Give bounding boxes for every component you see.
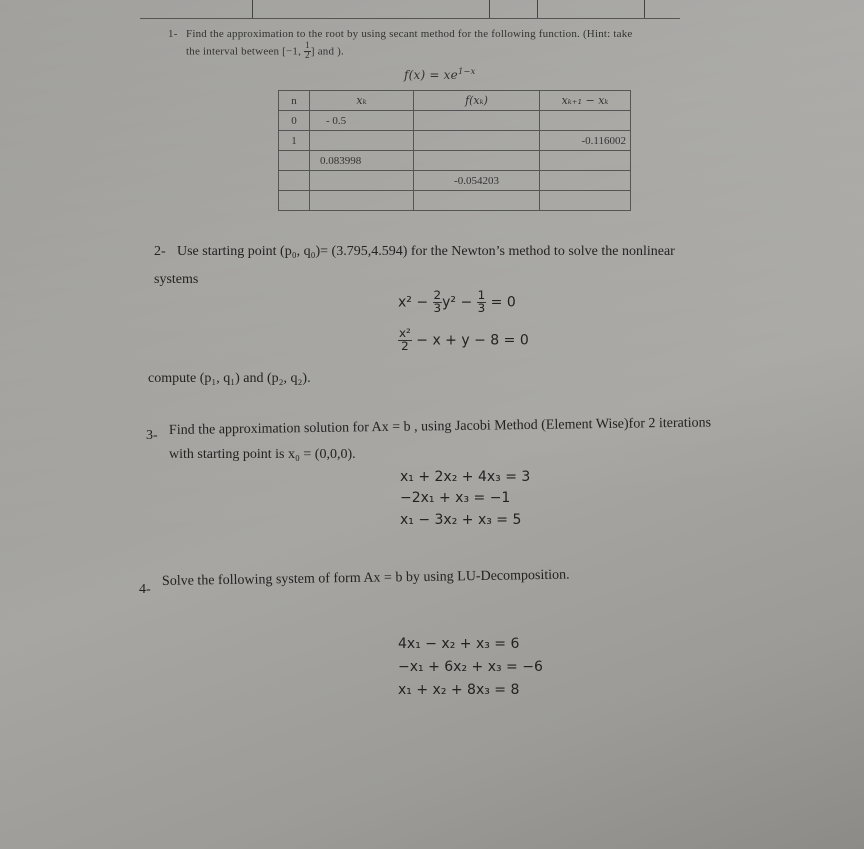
question-3-text-cont: with starting point is x₀ = (0,0,0).: [169, 447, 356, 462]
question-4-text: Solve the following system of form Ax = b by using LU-Decomposition.: [161, 567, 570, 589]
header-diff: xₖ₊₁ − xₖ: [540, 91, 631, 111]
question-2-compute: compute (p₁, q₁) and (p₂, q₂).: [148, 371, 311, 386]
table-row: [279, 131, 631, 151]
table-cell: 0: [279, 111, 310, 131]
header-fxk: f(xₖ): [414, 91, 540, 111]
table-cell: 1: [279, 131, 310, 151]
table-cell: [310, 171, 414, 191]
table-row: [279, 151, 631, 171]
question-4-number: 4-: [139, 582, 151, 597]
table-cell: [414, 151, 540, 171]
table-cell: [414, 111, 540, 131]
table-cell: [540, 191, 631, 211]
lu-equation-2: −x₁ + 6x₂ + x₃ = −6: [398, 659, 543, 675]
jacobi-equation-3: x₁ − 3x₂ + x₃ = 5: [400, 512, 522, 528]
table-header-row: [279, 91, 631, 111]
function-definition: $f(x) = xe^{1-x}$: [404, 66, 476, 82]
table-cell: -0.054203: [414, 171, 540, 191]
question-3-text: Find the approximation solution for Ax = b , using Jacobi Method (Element Wise)for 2 iterations: [168, 415, 712, 438]
table-cell: [279, 151, 310, 171]
jacobi-equation-1: x₁ + 2x₂ + 4x₃ = 3: [400, 469, 531, 485]
nonlinear-equation-1: x² − $\frac{2}{3}$ y² − $\frac{1}{3}$ = 0: [398, 288, 516, 315]
lu-equation-3: x₁ + x₂ + 8x₃ = 8: [398, 682, 520, 698]
question-2-text-cont: systems: [154, 272, 199, 287]
table-cell: [414, 131, 540, 151]
table-cell: [414, 191, 540, 211]
table-cell: [279, 191, 310, 211]
question-3-number: 3-: [146, 428, 158, 443]
table-cell: [310, 191, 414, 211]
table-cell: - 0.5: [310, 111, 414, 131]
header-box-right: [537, 0, 645, 19]
table-row: [279, 191, 631, 211]
jacobi-equation-2: −2x₁ + x₃ = −1: [400, 490, 511, 506]
table-cell: [279, 171, 310, 191]
header-xk: xₖ: [310, 91, 414, 111]
table-cell: 0.083998: [310, 151, 414, 171]
table-row: [279, 171, 631, 191]
table-row: [279, 111, 631, 131]
question-1-text-cont: the interval between [−1, $\frac{1}{2}$ ] and ).: [186, 41, 344, 62]
secant-table: [278, 90, 631, 211]
lu-equation-1: 4x₁ − x₂ + x₃ = 6: [398, 636, 520, 652]
table-cell: [540, 151, 631, 171]
table-cell: [540, 171, 631, 191]
header-box-left: [252, 0, 490, 19]
table-cell: [540, 111, 631, 131]
question-2-text: Use starting point (p₀, q₀)= (3.795,4.594) for the Newton’s method to solve the nonlinear: [177, 244, 675, 259]
table-cell: [310, 131, 414, 151]
table-cell: -0.116002: [540, 131, 631, 151]
question-1-text: Find the approximation to the root by using secant method for the following function. (Hint: take: [186, 28, 633, 40]
header-rule: [140, 18, 680, 19]
question-2-number: 2-: [154, 244, 166, 259]
nonlinear-equation-2: $\frac{\text{x²}}{2}$ − x + y − 8 = 0: [399, 326, 529, 353]
header-n: n: [279, 91, 310, 111]
question-1-number: 1-: [168, 28, 178, 40]
